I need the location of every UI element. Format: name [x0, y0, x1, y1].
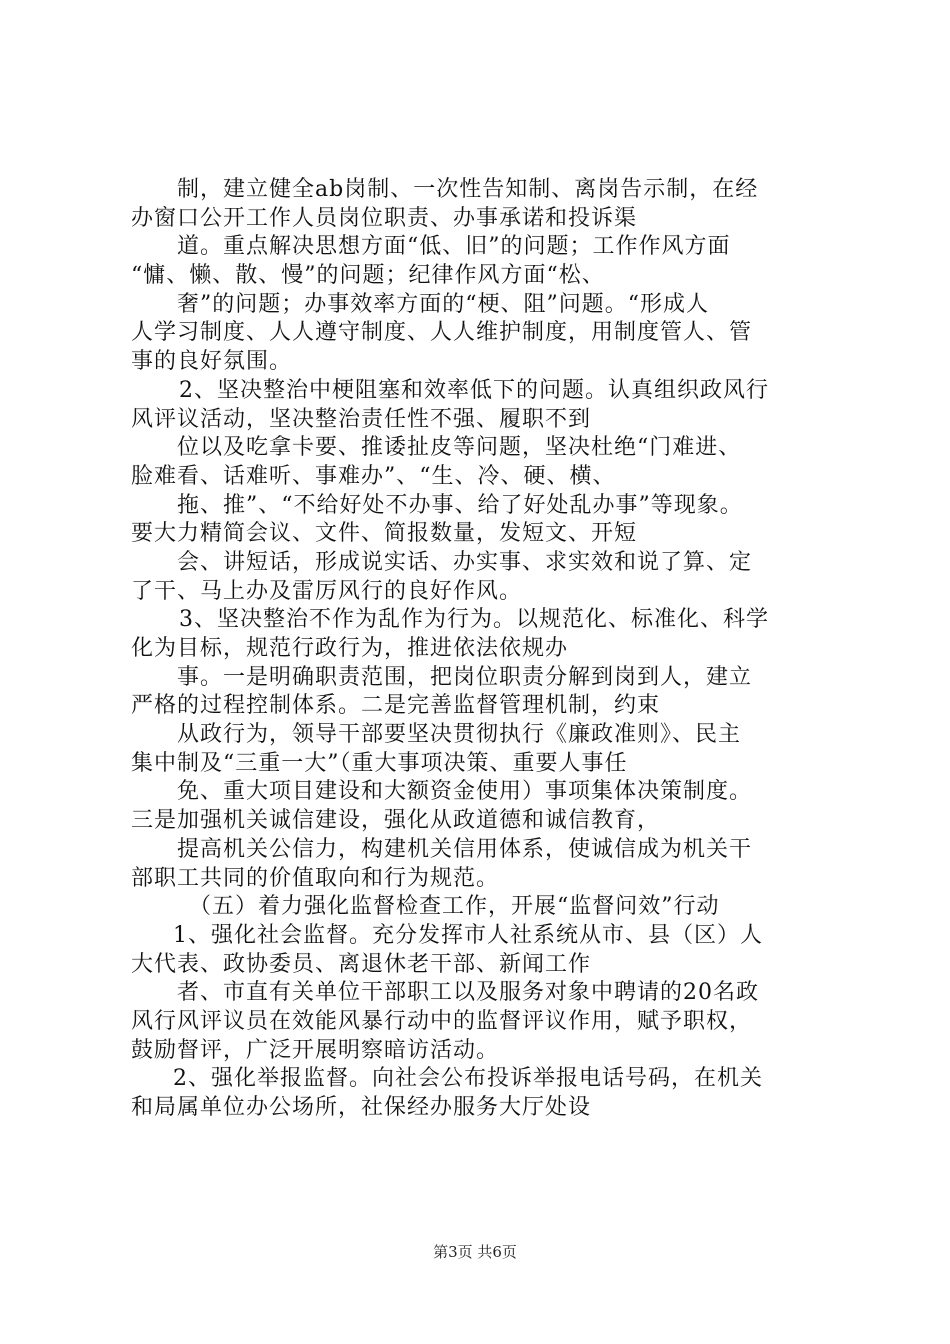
text-line: 风评议活动，坚决整治责任性不强、履职不到: [131, 406, 592, 432]
text-line: 了干、马上办及雷厉风行的良好作风。: [131, 578, 523, 604]
text-line: 2、强化举报监督。向社会公布投诉举报电话号码，在机关: [173, 1066, 763, 1092]
text-line: （五）着力强化监督检查工作，开展“监督问效”行动: [189, 894, 720, 920]
text-line: 从政行为，领导干部要坚决贯彻执行《廉政准则》、民主: [177, 722, 742, 748]
text-line: 提高机关公信力，构建机关信用体系，使诚信成为机关干: [177, 836, 753, 862]
text-line: 和局属单位办公场所，社保经办服务大厅处设: [131, 1095, 592, 1120]
text-line: 集中制及“三重一大”（重大事项决策、重要人事任: [131, 750, 628, 776]
text-line: 事的良好氛围。: [131, 349, 293, 375]
page-footer: 第3页 共6页: [433, 1243, 517, 1261]
text-line: 3、坚决整治不作为乱作为行为。以规范化、标准化、科学: [179, 607, 769, 633]
text-line: 化为目标，规范行政行为，推进依法依规办: [131, 636, 569, 661]
text-line: 会、讲短话，形成说实话、办实事、求实效和说了算、定: [177, 549, 753, 575]
text-line: 道。重点解决思想方面“低、旧”的问题；工作作风方面: [177, 234, 731, 260]
text-line: 制，建立健全ab岗制、一次性告知制、离岗告示制，在经: [177, 177, 759, 202]
text-line: 奢”的问题；办事效率方面的“梗、阻”问题。“形成人: [177, 291, 709, 317]
text-line: 位以及吃拿卡要、推诿扯皮等问题，坚决杜绝“门难进、: [177, 435, 742, 461]
text-line: 办窗口公开工作人员岗位职责、办事承诺和投诉渠: [131, 205, 638, 231]
text-line: 脸难看、话难听、事难办”、“生、冷、硬、横、: [131, 463, 616, 489]
text-line: 免、重大项目建设和大额资金使用）事项集体决策制度。: [177, 779, 753, 805]
text-line: “慵、懒、散、慢”的问题；纪律作风方面“松、: [131, 263, 605, 289]
text-line: 大代表、政协委员、离退休老干部、新闻工作: [131, 951, 592, 977]
text-line: 拖、推”、“不给好处不办事、给了好处乱办事”等现象。: [177, 492, 743, 518]
text-line: 鼓励督评，广泛开展明察暗访活动。: [131, 1037, 500, 1063]
text-line: 1、强化社会监督。充分发挥市人社系统从市、县（区）人: [173, 922, 763, 948]
text-line: 三是加强机关诚信建设，强化从政道德和诚信教育，: [131, 808, 661, 834]
text-line: 风行风评议员在效能风暴行动中的监督评议作用，赋予职权，: [131, 1008, 753, 1034]
text-line: 者、市直有关单位干部职工以及服务对象中聘请的20名政: [177, 980, 759, 1006]
document-body: [131, 176, 841, 1123]
text-line: 事。一是明确职责范围，把岗位职责分解到岗到人，建立: [177, 664, 753, 690]
text-line: 严格的过程控制体系。二是完善监督管理机制，约束: [131, 693, 661, 719]
text-line: 要大力精简会议、文件、简报数量，发短文、开短: [131, 521, 638, 547]
text-line: 2、坚决整治中梗阻塞和效率低下的问题。认真组织政风行: [179, 377, 769, 403]
text-line: 部职工共同的价值取向和行为规范。: [131, 865, 500, 891]
text-line: 人学习制度、人人遵守制度、人人维护制度，用制度管人、管: [131, 320, 753, 346]
